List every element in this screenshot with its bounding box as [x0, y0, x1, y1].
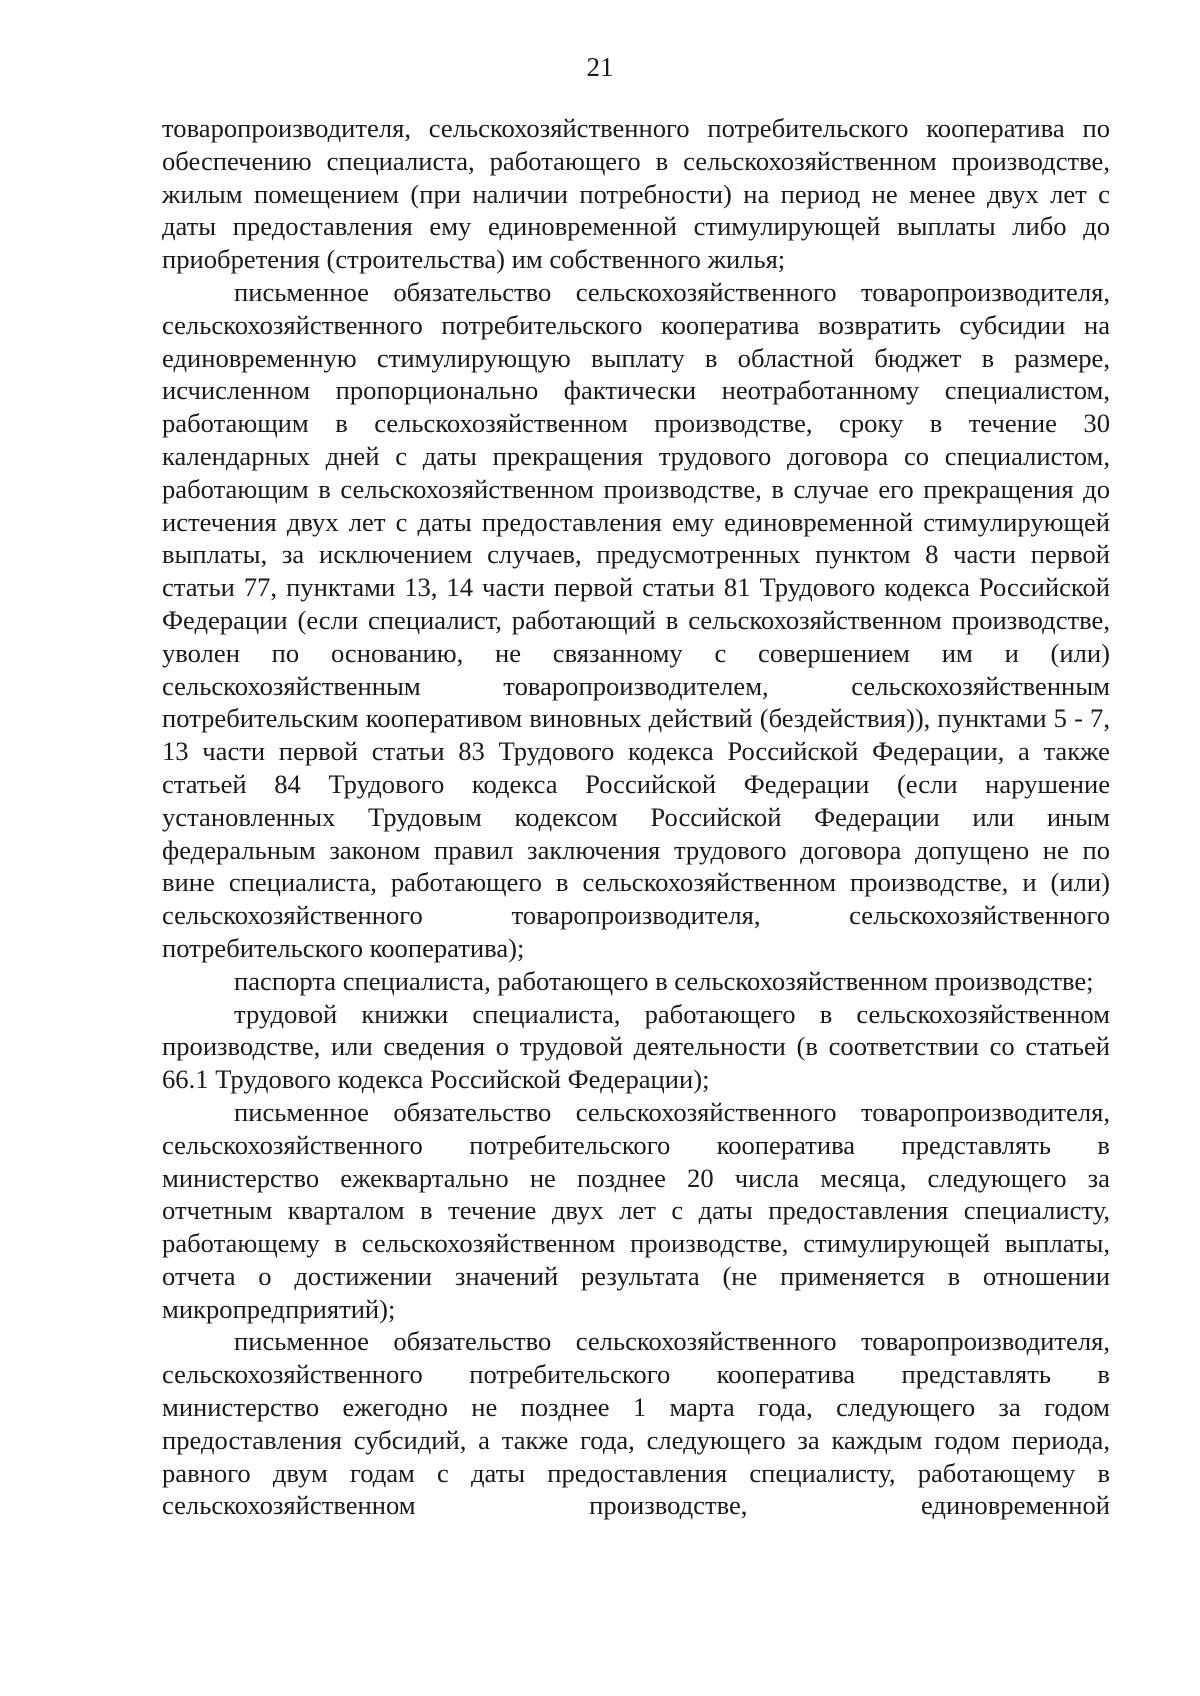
paragraph-work-record-book: трудовой книжки специалиста, работающего в сельскохозяйственном производстве, или сведения о трудовой деятельности (в соответствии со статьей 66.1 Трудового кодекса Российской Федерации); — [162, 998, 1110, 1095]
document-body — [162, 112, 1110, 1522]
paragraph-quarterly-report-obligation: письменное обязательство сельскохозяйственного товаропроизводителя, сельскохозяйственного потребительского кооператива представлять в министерство ежеквартально не позднее 20 числа месяца, следующего за отчетным кварталом в течение двух лет с даты предоставления специалисту, работающему в сельскохозяйственном производстве, стимулирующей выплаты, отчета о достижении значений результата (не применяется в отношении микропредприятий); — [162, 1096, 1110, 1324]
page-number: 21 — [586, 52, 614, 82]
paragraph-subsidy-return-obligation: письменное обязательство сельскохозяйственного товаропроизводителя, сельскохозяйственного потребительского кооператива возвратить субсидии на единовременную стимулирующую выплату в областной бюджет в размере, исчисленном пропорционально фактически неотработанному специалистом, работающим в сельскохозяйственном производстве, сроку в течение 30 календарных дней с даты прекращения трудового договора со специалистом, работающим в сельскохозяйственном производстве, в случае его прекращения до истечения двух лет с даты предоставления ему единовременной стимулирующей выплаты, за исключением случаев, предусмотренных пунктом 8 части первой статьи 77, пунктами 13, 14 части первой статьи 81 Трудового кодекса Российской Федерации (если специалист, работающий в сельскохозяйственном производстве, уволен по основанию, не связанному с совершением им и (или) сельскохозяйственным товаропроизводителем, сельскохозяйственным потребительским кооперативом виновных действий (бездействия)), пунктами 5 - 7, 13 части первой статьи 83 Трудового кодекса Российской Федерации, а также статьей 84 Трудового кодекса Российской Федерации (если нарушение установленных Трудовым кодексом Российской Федерации или иным федеральным законом правил заключения трудового договора допущено не по вине специалиста, работающего в сельскохозяйственном производстве, и (или) сельскохозяйственного товаропроизводителя, сельскохозяйственного потребительского кооператива); — [162, 276, 1110, 963]
paragraph-housing-obligation-continued: товаропроизводителя, сельскохозяйственного потребительского кооператива по обеспечению специалиста, работающего в сельскохозяйственном производстве, жилым помещением (при наличии потребности) на период не менее двух лет с даты предоставления ему единовременной стимулирующей выплаты либо до приобретения (строительства) им собственного жилья; — [162, 113, 1110, 275]
paragraph-passport: паспорта специалиста, работающего в сельскохозяйственном производстве; — [234, 965, 1094, 996]
paragraph-annual-report-obligation: письменное обязательство сельскохозяйственного товаропроизводителя, сельскохозяйственного потребительского кооператива представлять в министерство ежегодно не позднее 1 марта года, следующего за годом предоставления субсидий, а также года, следующего за каждым годом периода, равного двум годам с даты предоставления специалисту, работающему в сельскохозяйственном производстве, единовременной — [162, 1326, 1110, 1521]
